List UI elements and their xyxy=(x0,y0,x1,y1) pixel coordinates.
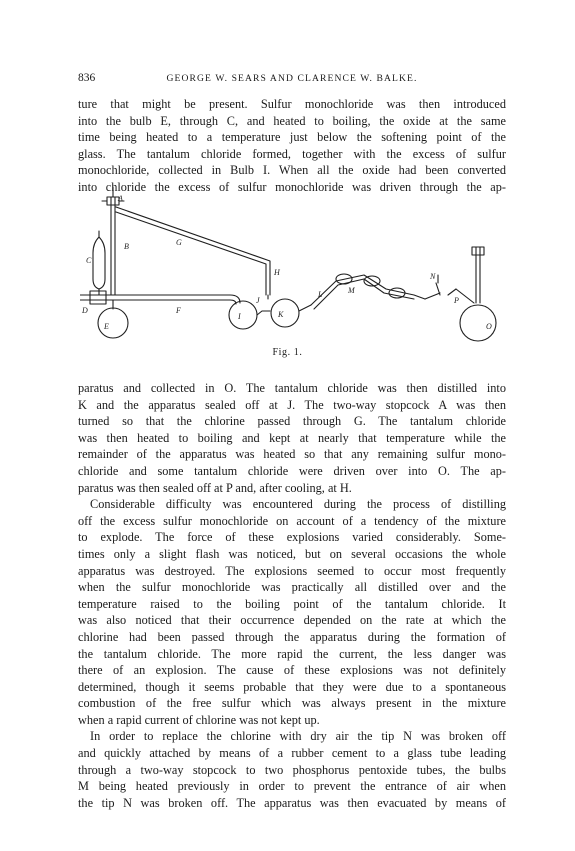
figure-label-i: I xyxy=(238,312,241,321)
text-line: paratus was then sealed off at P and, after cooling, at H. xyxy=(78,480,352,495)
text-line: when a rapid current of chlorine was not kept up. xyxy=(78,712,320,727)
main-train xyxy=(80,291,230,304)
figure-label-h: H xyxy=(274,268,280,277)
text-line: combustion of the free sulfur which was always present in the mixture xyxy=(78,696,506,711)
text-line: into the bulb E, through C, and heated to boiling, the oxide at the same xyxy=(78,113,506,128)
figure-caption: Fig. 1. xyxy=(272,347,303,358)
text-line: the tantalum chloride. The more rapid the current, the less danger was xyxy=(78,646,506,661)
figure-label-d: D xyxy=(82,306,88,315)
text-line: to explode. The force of these explosions varied considerably. Some- xyxy=(78,530,506,545)
tube-c xyxy=(93,231,105,295)
text-line: time being heated to a temperature just below the softening point of the xyxy=(78,130,506,145)
figure-label-e: E xyxy=(104,322,109,331)
bulb-e xyxy=(98,300,128,338)
text-line: temperature raised to the boiling point of the tantalum chloride. It xyxy=(78,596,506,611)
text-line: chlorine had been passed through the apparatus during the formation of xyxy=(78,629,506,644)
figure-label-b: B xyxy=(124,242,129,251)
text-line: monochloride, collected in Bulb I. When all the oxide had been converted xyxy=(78,163,506,178)
figure-label-j: J xyxy=(256,296,260,305)
text-line: through a two-way stopcock to two phosphorus pentoxide tubes, the bulbs xyxy=(78,762,506,777)
figure-label-n: N xyxy=(430,272,436,281)
text-line: when the sulfur monochloride was practically all distilled over and the xyxy=(78,580,506,595)
text-line: was then heated to boiling and kept at nearly that temperature while the xyxy=(78,430,506,445)
figure-label-p: P xyxy=(454,296,459,305)
apparatus-figure xyxy=(80,183,512,355)
text-line: and quickly attached by means of a rubber cement to a glass tube leading xyxy=(78,746,506,761)
text-line: chloride and some tantalum chloride were driven over into O. The ap- xyxy=(78,463,506,478)
text-line: the tip N was broken off. The apparatus was then evacuated by means of xyxy=(78,795,506,810)
figure-label-f: F xyxy=(176,306,181,315)
text-line: there of an explosion. The cause of these explosions was not definitely xyxy=(78,663,506,678)
text-line: off the excess sulfur monochloride on account of a tendency of the mixture xyxy=(78,513,506,528)
figure-label-c: C xyxy=(86,256,92,265)
paragraph-top xyxy=(78,96,506,196)
text-line: ture that might be present. Sulfur monochloride was then introduced xyxy=(78,97,506,111)
running-head: GEORGE W. SEARS AND CLARENCE W. BALKE. xyxy=(166,73,418,84)
tube-l-bulbs-m xyxy=(311,274,425,309)
text-line: glass. The tantalum chloride formed, together with the excess of sulfur xyxy=(78,146,506,161)
text-line: turned so that the chlorine passed through G. The tantalum chloride xyxy=(78,414,506,429)
bulb-i xyxy=(229,295,257,329)
figure-label-k: K xyxy=(278,310,284,319)
figure-label-l: L xyxy=(318,290,323,299)
text-line: K and the apparatus sealed off at J. The two-way stopcock A was then xyxy=(78,397,506,412)
figure-label-o: O xyxy=(486,322,492,331)
text-line: remainder of the apparatus was heated so that any remaining sulfur mono- xyxy=(78,447,506,462)
page-header xyxy=(78,72,506,86)
text-line: times only a slight flash was noticed, but on several occasions the whole xyxy=(78,546,506,561)
figure-label-m: M xyxy=(348,286,355,295)
text-line: into chloride the excess of sulfur monochloride was driven through the ap- xyxy=(78,179,506,194)
text-line: In order to replace the chlorine with dry air the tip N was broken off xyxy=(90,729,506,744)
text-line: determined, though it seems probable that they were due to a spontaneous xyxy=(78,679,506,694)
figure-label-g: G xyxy=(176,238,182,247)
text-line: was also noticed that their occurrence depended on the rate at which the xyxy=(78,613,506,628)
page-number: 836 xyxy=(78,72,96,84)
figure-label-a: A xyxy=(118,194,123,203)
text-line: apparatus was destroyed. The explosions seemed to occur most frequently xyxy=(78,563,506,578)
text-line: paratus and collected in O. The tantalum chloride was then distilled into xyxy=(78,381,506,395)
tube-g xyxy=(116,207,270,295)
text-line: M being heated previously in order to prevent the entrance of air when xyxy=(78,779,506,794)
paragraph-main xyxy=(78,380,506,811)
text-line: Considerable difficulty was encountered during the process of distilling xyxy=(90,497,506,512)
